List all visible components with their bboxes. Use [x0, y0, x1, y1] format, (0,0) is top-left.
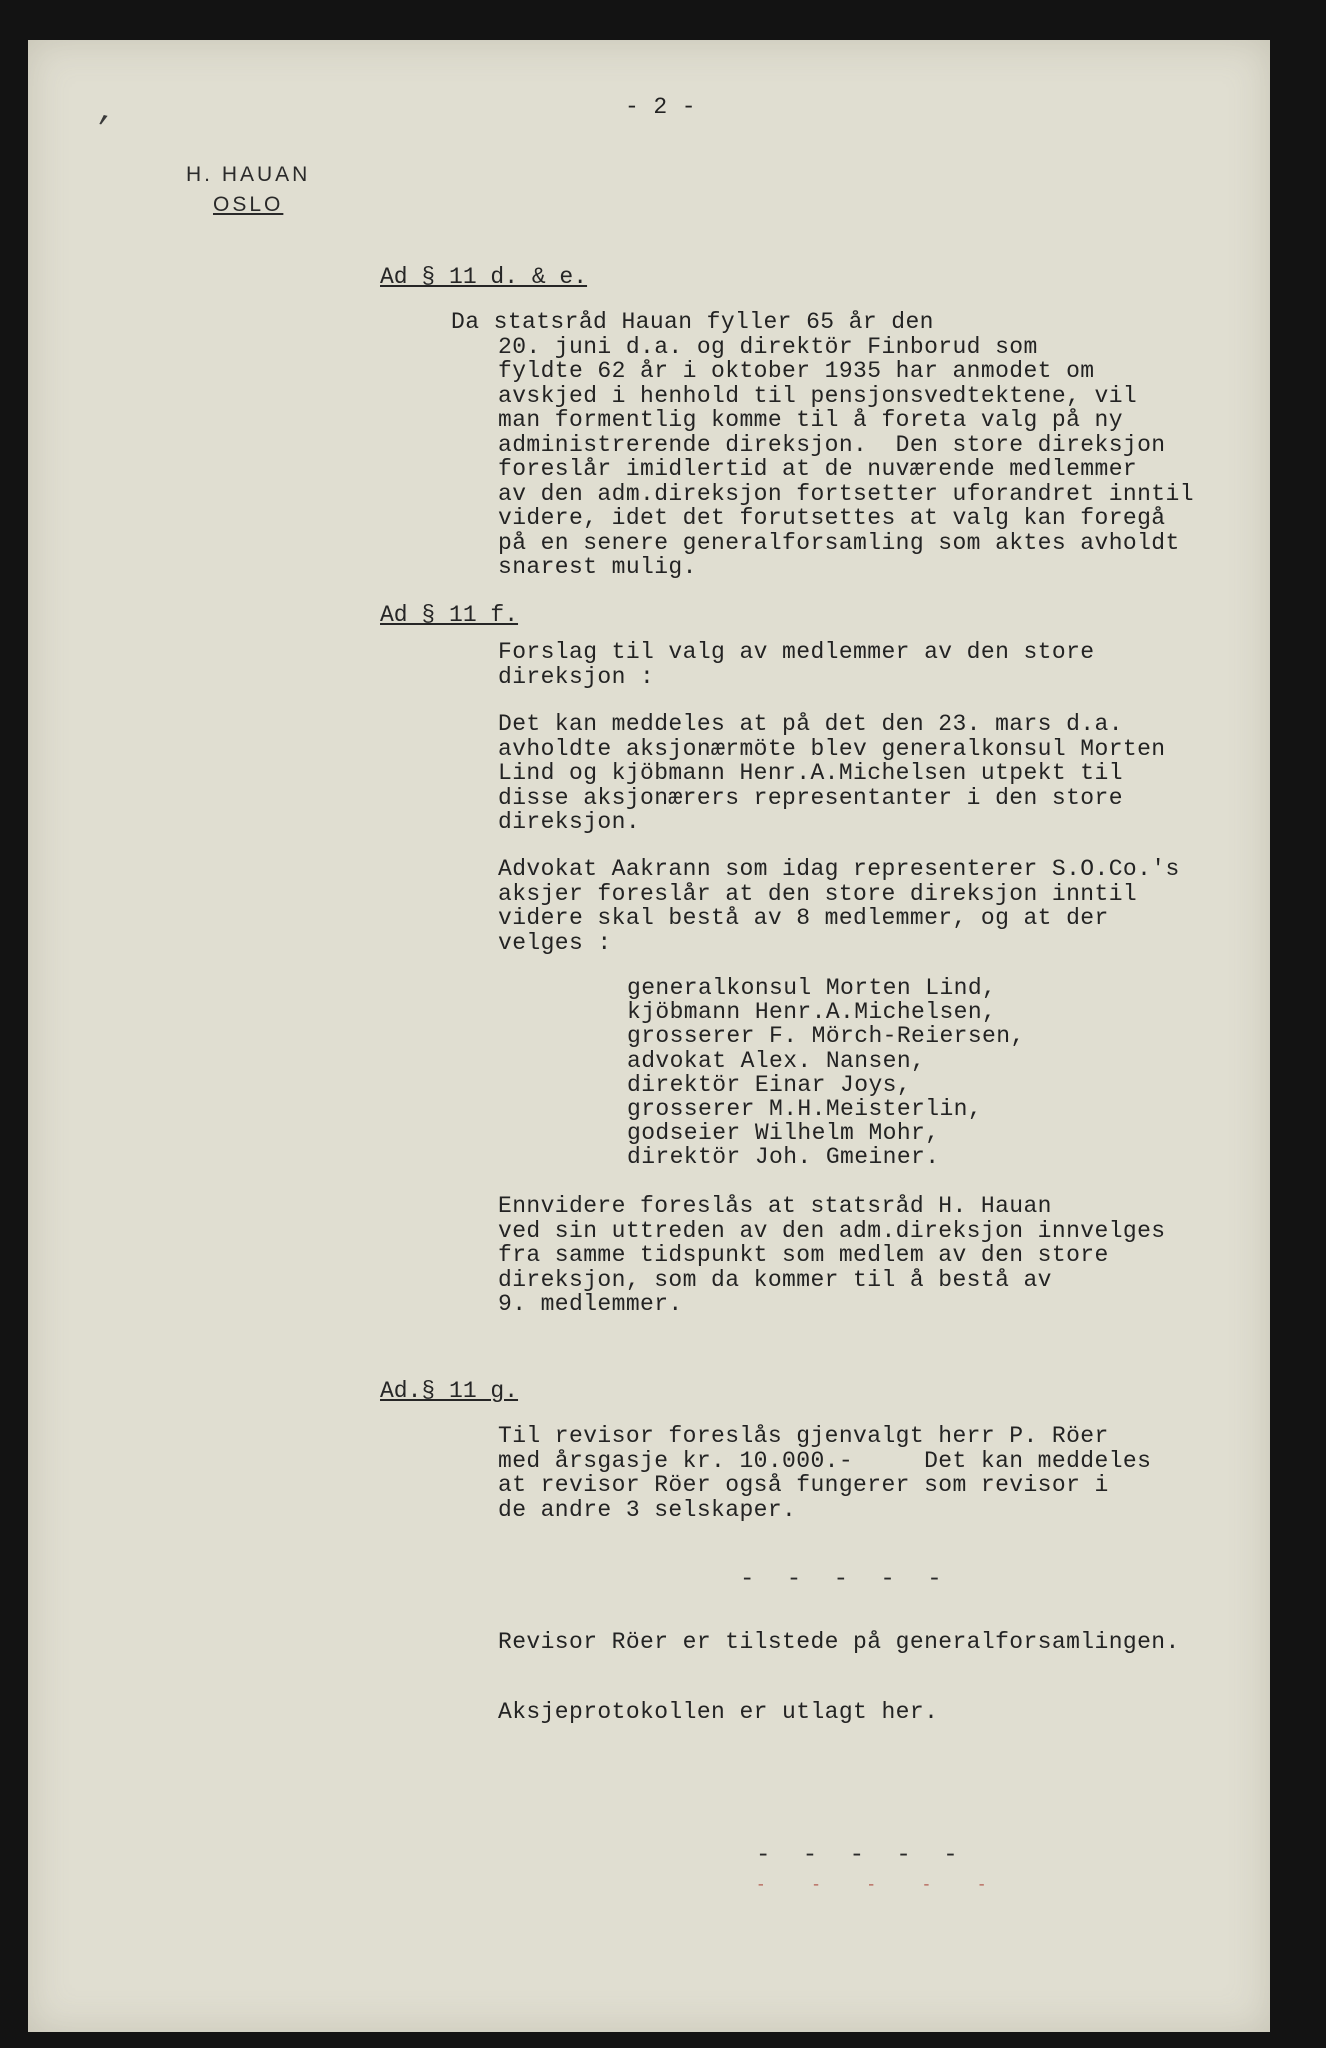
end-separator-dashes: - - - - - [756, 1842, 967, 1869]
section-heading-11g: Ad.§ 11 g. [380, 1378, 519, 1404]
text-line: foreslår imidlertid at de nuværende medlemmer [498, 456, 1138, 482]
text-line: med årsgasje kr. 10.000.- Det kan meddeles [498, 1447, 1152, 1474]
paragraph-11f-proposal [498, 857, 1180, 955]
list-item: godseier Wilhelm Mohr, [627, 1120, 940, 1147]
note-auditor-present [498, 1630, 1180, 1655]
paragraph-11g [498, 1424, 1151, 1522]
list-item: direktör Einar Joys, [627, 1071, 912, 1098]
page-number: - 2 - [625, 94, 697, 120]
text-line: 9. medlemmer. [498, 1291, 683, 1317]
list-item: generalkonsul Morten Lind, [627, 975, 997, 1001]
text-line: Lind og kjöbmann Henr.A.Michelsen utpekt til [498, 760, 1123, 786]
list-item: grosserer M.H.Meisterlin, [627, 1096, 983, 1123]
text-line: direksjon. [498, 809, 641, 835]
text-line: Advokat Aakrann som idag representerer S.O.Co.'s [498, 856, 1180, 882]
text-line: avskjed i henhold til pensjonsvedtektene, vil [498, 382, 1138, 409]
member-name-list [627, 976, 1025, 1170]
text-line: snarest mulig. [498, 554, 697, 580]
text-line: direksjon, som da kommer til å bestå av [498, 1266, 1052, 1293]
paragraph-11f-intro [498, 640, 1095, 689]
text-line: man formentlig komme til å foreta valg på ny [498, 407, 1123, 433]
text-line: Forslag til valg av medlemmer av den store [498, 639, 1095, 665]
letterhead-name: H. HAUAN [186, 163, 311, 186]
text-line: avholdte aksjonærmöte blev generalkonsul Morten [498, 735, 1166, 762]
text-line: 20. juni d.a. og direktör Finborud som [498, 333, 1038, 360]
letterhead-city: OSLO [213, 193, 284, 216]
margin-pen-mark: , [94, 94, 120, 132]
note-share-register [498, 1700, 938, 1725]
text-line: Det kan meddeles at på det den 23. mars d.a. [498, 711, 1123, 737]
text-line: av den adm.direksjon fortsetter uforandret inntil [498, 480, 1194, 507]
list-item: grosserer F. Mörch-Reiersen, [627, 1023, 1025, 1050]
text-line: aksjer foreslår at den store direksjon inntil [498, 880, 1138, 907]
list-item: direktör Joh. Gmeiner. [627, 1144, 940, 1171]
text-line: ved sin uttreden av den adm.direksjon innvelges [498, 1217, 1166, 1244]
text-line: videre skal bestå av 8 medlemmer, og at der [498, 905, 1109, 931]
text-line: at revisor Röer også fungerer som revisor i [498, 1472, 1109, 1498]
text-line: Ennvidere foreslås at statsråd H. Hauan [498, 1193, 1052, 1219]
text-line: Aksjeprotokollen er utlagt her. [498, 1699, 939, 1725]
letterhead [186, 160, 310, 220]
section-heading-11f: Ad § 11 f. [380, 602, 519, 628]
paragraph-11f-closing [498, 1194, 1166, 1317]
list-item: advokat Alex. Nansen, [627, 1047, 926, 1074]
text-line: fyldte 62 år i oktober 1935 har anmodet om [498, 358, 1095, 384]
text-line: de andre 3 selskaper. [498, 1496, 797, 1523]
text-line: videre, idet det forutsettes at valg kan foregå [498, 505, 1166, 531]
text-line: på en senere generalforsamling som aktes avholdt [498, 529, 1180, 556]
paragraph-11de [380, 309, 1194, 580]
red-ink-marks: - - - - - [756, 1876, 1005, 1894]
section-heading-11de: Ad § 11 d. & e. [380, 264, 588, 290]
text-line: fra samme tidspunkt som medlem av den store [498, 1242, 1109, 1268]
text-line: disse aksjonærers representanter i den store [498, 784, 1123, 811]
text-line: Til revisor foreslås gjenvalgt herr P. Röer [498, 1423, 1109, 1449]
text-line: Revisor Röer er tilstede på generalforsamlingen. [498, 1629, 1180, 1655]
text-line: Da statsråd Hauan fyller 65 år den [380, 309, 934, 335]
paragraph-11f-announcement [498, 712, 1166, 835]
separator-dashes: - - - - - [740, 1566, 951, 1593]
text-line: direksjon : [498, 663, 655, 690]
text-line: administrerende direksjon. Den store direksjon [498, 431, 1166, 458]
list-item: kjöbmann Henr.A.Michelsen, [627, 999, 997, 1026]
text-line: velges : [498, 929, 612, 956]
